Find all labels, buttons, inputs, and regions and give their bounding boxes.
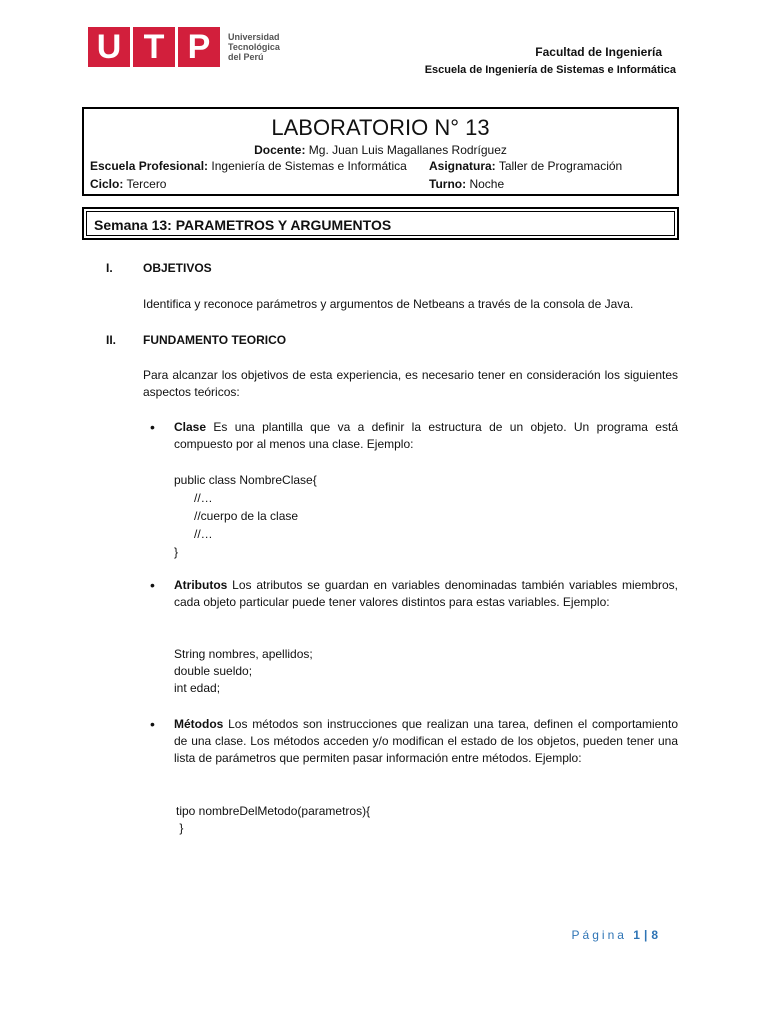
turno-label: Turno: — [429, 177, 467, 191]
turno-value: Noche — [469, 177, 505, 191]
logo-letter-t: T — [143, 28, 165, 66]
faculty-name: Facultad de Ingeniería — [535, 45, 662, 59]
bullet-icon: • — [150, 419, 155, 435]
section-2-title: FUNDAMENTO TEORICO — [143, 333, 287, 347]
ciclo-line — [90, 177, 166, 191]
page-number: 1 — [633, 928, 640, 942]
bullet-icon: • — [150, 716, 155, 732]
clase-term: Clase — [174, 420, 207, 434]
turno-line — [429, 177, 504, 191]
clase-text: Es una plantilla que va a definir la estructura de un objeto. Un programa está compuesto por al menos una clase. Ejemplo: — [174, 420, 678, 451]
clase-paragraph — [174, 419, 678, 453]
atributos-paragraph — [174, 577, 678, 611]
code-line: } — [174, 545, 179, 559]
page-total: 8 — [651, 928, 658, 942]
section-1-title: OBJETIVOS — [143, 261, 212, 275]
logo-line: Tecnológica — [228, 42, 280, 52]
semana-box — [82, 207, 679, 240]
metodos-text: Los métodos son instrucciones que realizan una tarea, definen el comportamiento de una clase. Los métodos acceden y/o modifican el estado de los objetos, pueden tener una lista de parámetros que permiten pasar información entre métodos. Ejemplo: — [174, 717, 678, 765]
footer-separator: | — [643, 928, 648, 942]
logo-line: del Perú — [228, 52, 264, 62]
docente-label: Docente: — [254, 143, 306, 157]
logo-wordmark — [228, 32, 280, 62]
code-line: String nombres, apellidos; — [174, 647, 313, 661]
code-line: tipo nombreDelMetodo(parametros){ — [176, 804, 371, 818]
logo-mark — [88, 27, 220, 67]
asignatura-line — [429, 159, 622, 173]
escuela-line — [90, 159, 407, 173]
metodos-term: Métodos — [174, 717, 224, 731]
asignatura-label: Asignatura: — [429, 159, 496, 173]
lab-info-box — [82, 107, 679, 196]
code-line: //cuerpo de la clase — [174, 509, 299, 523]
logo-separator — [175, 27, 178, 67]
logo-letter-p: P — [187, 28, 211, 66]
code-line: //… — [174, 491, 213, 505]
semana-title: Semana 13: PARAMETROS Y ARGUMENTOS — [94, 217, 392, 233]
escuela-value: Ingeniería de Sistemas e Informática — [211, 159, 407, 173]
utp-logo — [88, 27, 280, 67]
metodos-code — [176, 803, 370, 837]
ciclo-value: Tercero — [126, 177, 167, 191]
clase-code — [174, 471, 317, 561]
docente-value: Mg. Juan Luis Magallanes Rodríguez — [308, 143, 507, 157]
section-1-text: Identifica y reconoce parámetros y argumentos de Netbeans a través de la consola de Java. — [143, 297, 634, 311]
school-name: Escuela de Ingeniería de Sistemas e Informática — [424, 64, 676, 76]
code-line: public class NombreClase{ — [174, 473, 317, 487]
metodos-paragraph — [174, 716, 678, 767]
docente-line — [84, 143, 677, 157]
bullet-icon: • — [150, 577, 155, 593]
code-line: } — [176, 821, 184, 835]
code-line: double sueldo; — [174, 664, 253, 678]
code-line: int edad; — [174, 681, 221, 695]
page-footer — [572, 928, 658, 942]
section-2-number: II. — [106, 333, 117, 347]
section-1-number: I. — [106, 261, 113, 275]
section-2-intro: Para alcanzar los objetivos de esta experiencia, es necesario tener en consideración los siguientes aspectos teóricos: — [143, 368, 678, 399]
atributos-term: Atributos — [174, 578, 228, 592]
ciclo-label: Ciclo: — [90, 177, 124, 191]
lab-title: LABORATORIO N° 13 — [271, 115, 490, 140]
logo-letter-u: U — [96, 28, 122, 66]
logo-separator — [130, 27, 133, 67]
escuela-label: Escuela Profesional: — [90, 159, 209, 173]
logo-line: Universidad — [228, 32, 280, 42]
footer-label: Página — [571, 928, 627, 942]
atributos-text: Los atributos se guardan en variables denominadas también variables miembros, cada objeto particular puede tener valores distintos para estas variables. Ejemplo: — [174, 578, 678, 609]
code-line: //… — [174, 527, 213, 541]
atributos-code — [174, 646, 313, 697]
asignatura-value: Taller de Programación — [498, 159, 623, 173]
